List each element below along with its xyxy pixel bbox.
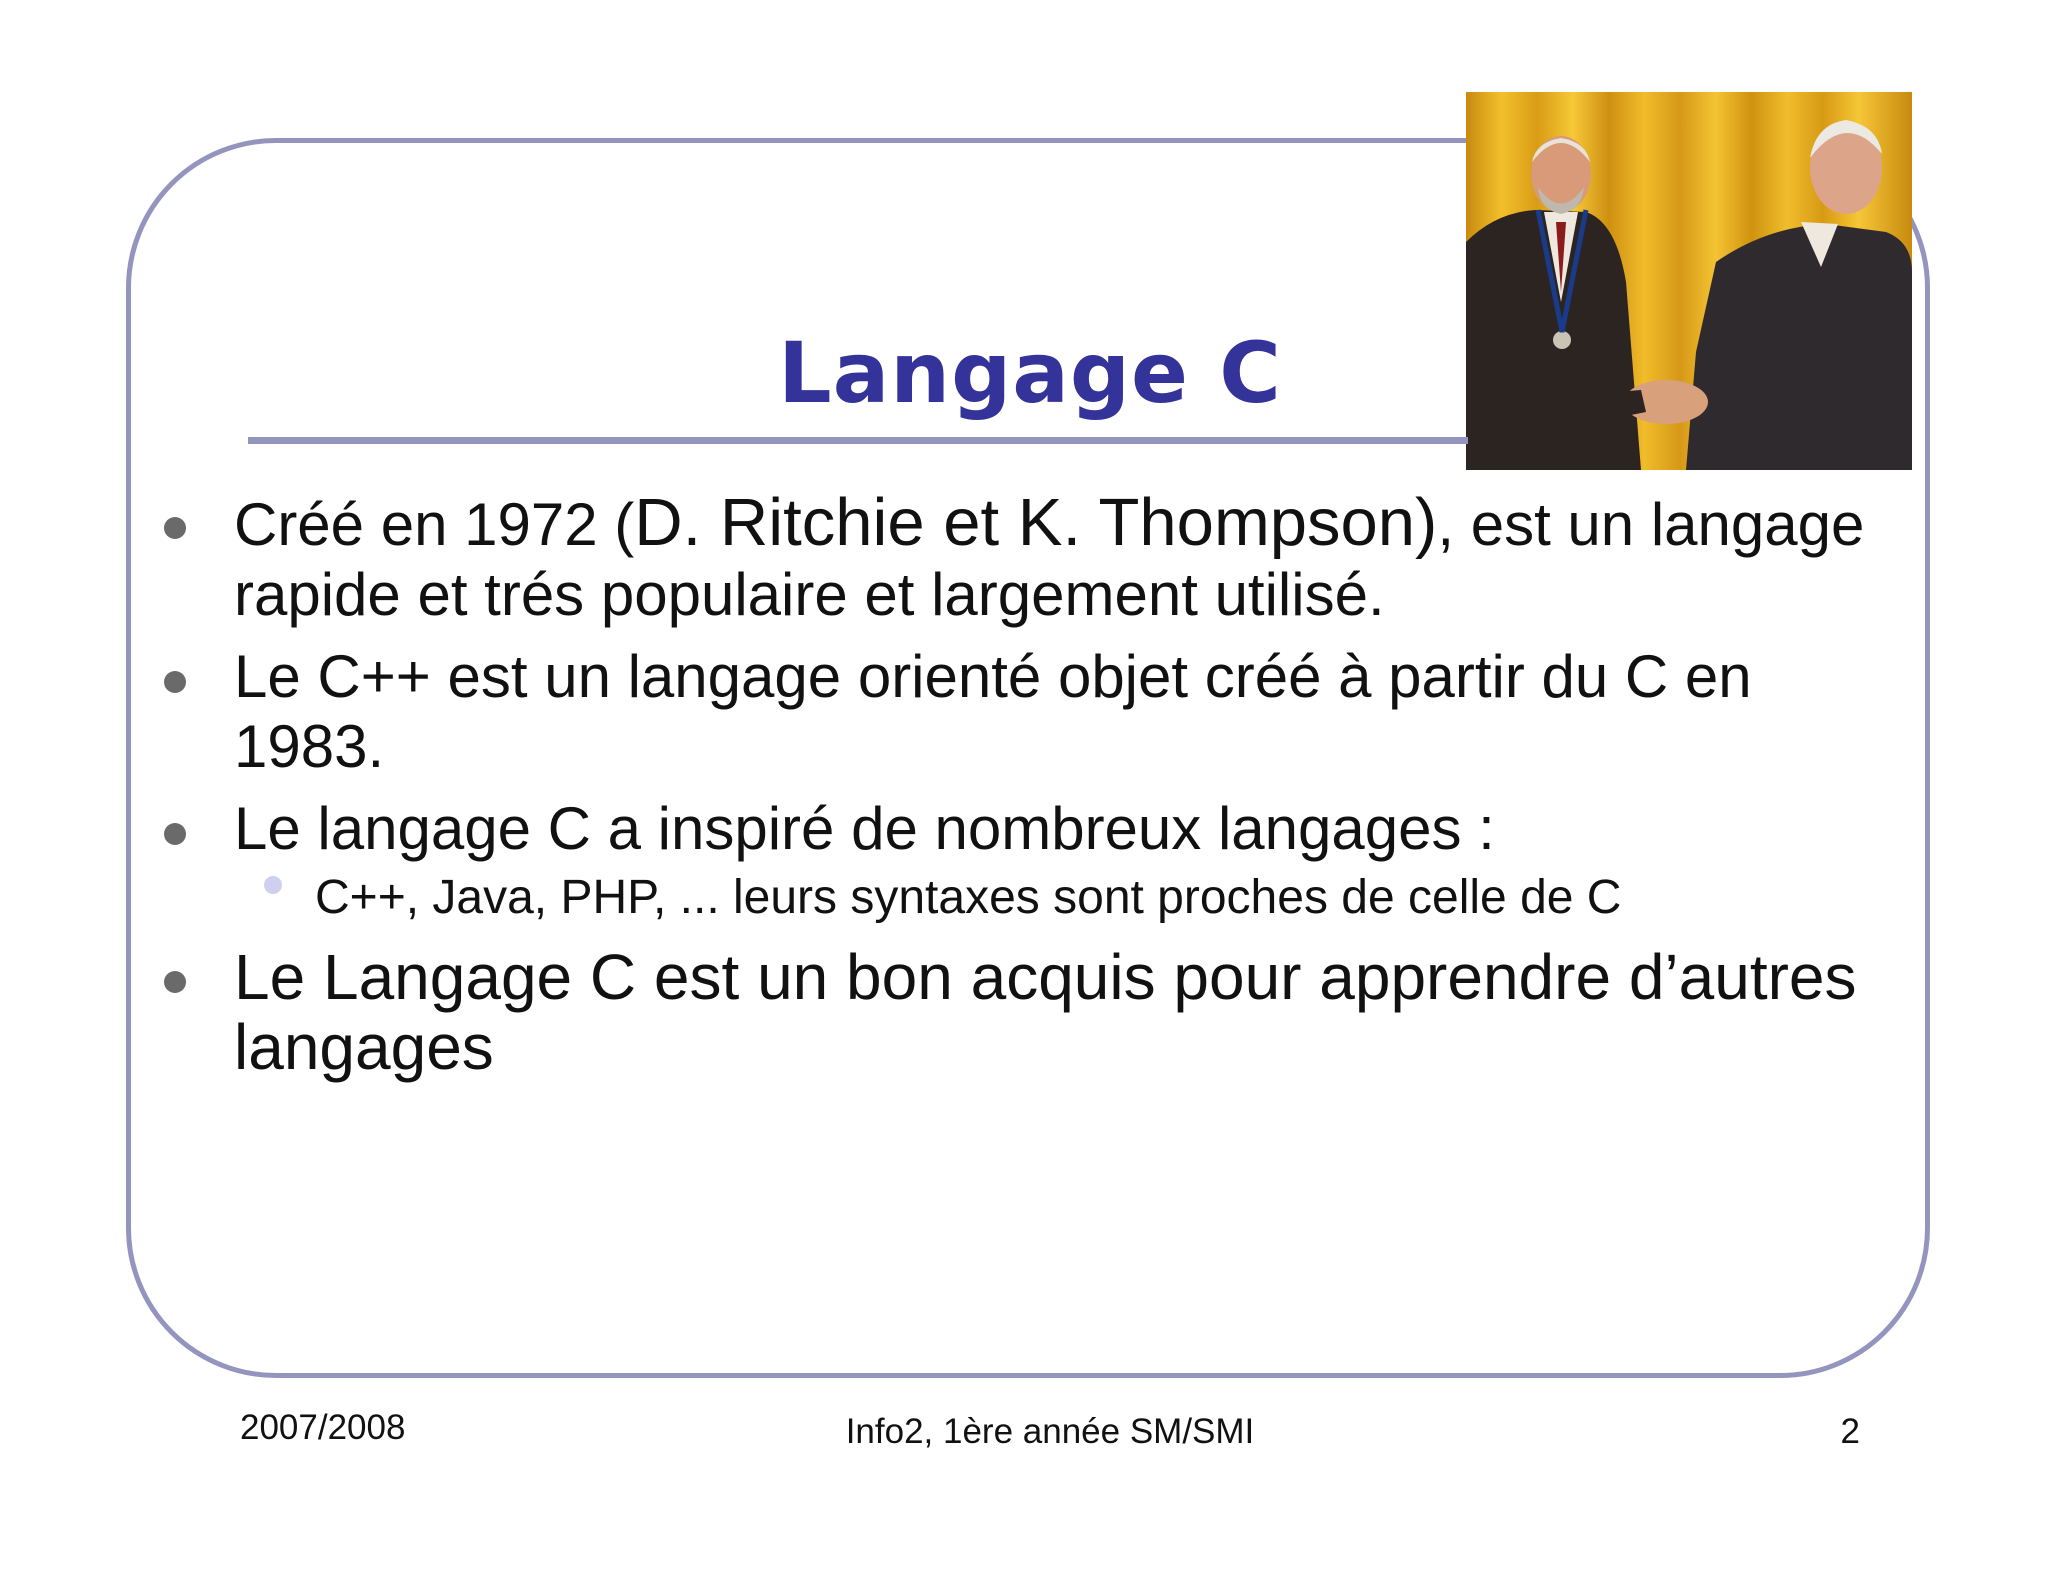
bullet-text: Le langage C a inspiré de nombreux langages : — [234, 795, 1495, 862]
bullet-item — [160, 794, 1880, 864]
page-number: 2 — [1840, 1412, 1860, 1451]
sub-bullet-item — [160, 868, 1880, 928]
bullet-item — [160, 642, 1880, 782]
bullet-dot-icon — [164, 671, 186, 693]
title-underline — [248, 437, 1468, 444]
slide-title: Langage C — [778, 324, 1282, 422]
bullet-dot-icon — [164, 517, 186, 539]
award-ceremony-photo — [1466, 92, 1912, 470]
footer-date: 2007/2008 — [240, 1408, 406, 1447]
bullet-authors-text: D. Ritchie et K. Thompson) — [634, 485, 1438, 560]
bullet-text-part: Créé en 1972 ( — [234, 491, 635, 558]
sub-bullet-text: C++, Java, PHP, ... leurs syntaxes sont proches de celle de C — [315, 871, 1622, 924]
bullet-item — [160, 485, 1880, 630]
footer-course: Info2, 1ère année SM/SMI — [845, 1412, 1255, 1451]
bullet-list — [160, 485, 1880, 1092]
sub-bullet-dot-icon — [264, 876, 282, 894]
bullet-item — [160, 942, 1880, 1082]
bullet-dot-icon — [164, 971, 186, 993]
bullet-text: Le Langage C est un bon acquis pour apprendre d’autres langages — [234, 941, 1857, 1083]
bullet-dot-icon — [164, 823, 186, 845]
bullet-text-part: , est un langage rapide et trés populaire et largement utilisé. — [234, 491, 1865, 628]
bullet-text: Le C++ est un langage orienté objet créé à partir du C en 1983. — [234, 643, 1752, 780]
